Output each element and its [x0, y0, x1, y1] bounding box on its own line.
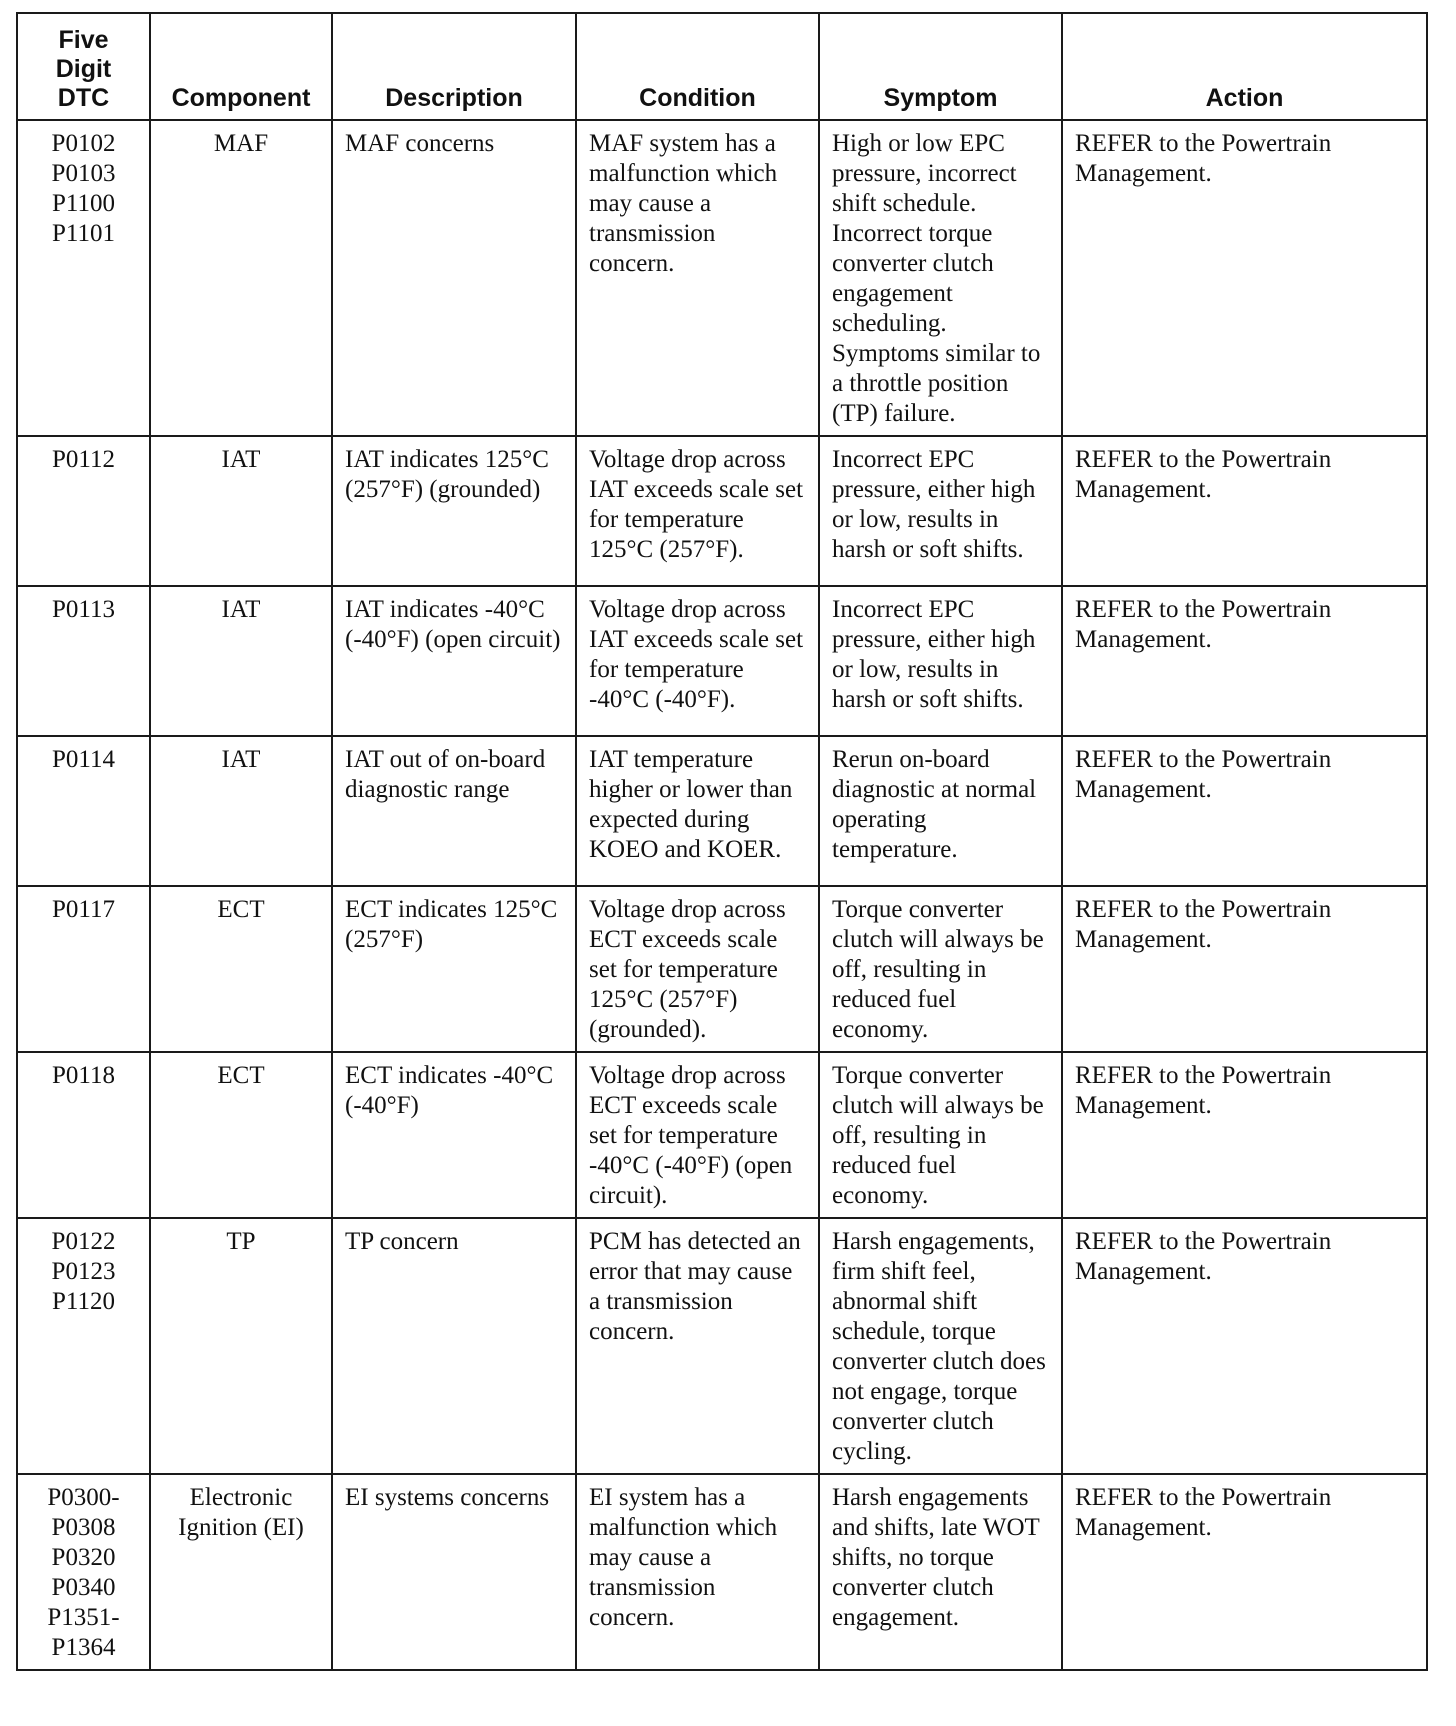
- action-cell: REFER to the Powertrain Management.: [1062, 120, 1427, 436]
- description-cell: TP concern: [332, 1218, 576, 1474]
- dtc-code: P0340: [51, 1574, 116, 1601]
- action-cell: REFER to the Powertrain Management.: [1062, 736, 1427, 886]
- component-cell: ECT: [150, 1052, 332, 1218]
- table-row: [17, 586, 1427, 736]
- dtc-codes-cell: [17, 1474, 150, 1670]
- description-cell: ECT indicates 125°C (257°F): [332, 886, 576, 1052]
- dtc-codes-cell: [17, 120, 150, 436]
- dtc-codes-cell: [17, 886, 150, 1052]
- component-cell: ECT: [150, 886, 332, 1052]
- dtc-table: [16, 12, 1428, 1671]
- symptom-cell: Incorrect EPC pressure, either high or low, results in harsh or soft shifts.: [819, 436, 1062, 586]
- dtc-code: P1120: [52, 1288, 115, 1315]
- condition-cell: Voltage drop across ECT exceeds scale set for temperature -40°C (-40°F) (open circuit).: [576, 1052, 819, 1218]
- condition-cell: Voltage drop across IAT exceeds scale set for temperature 125°C (257°F).: [576, 436, 819, 586]
- symptom-cell: Torque converter clutch will always be off, resulting in reduced fuel economy.: [819, 886, 1062, 1052]
- table-row: [17, 120, 1427, 436]
- component-cell: TP: [150, 1218, 332, 1474]
- header-symptom: Symptom: [819, 13, 1062, 120]
- table-body: [17, 120, 1427, 1670]
- dtc-code: P0103: [51, 160, 116, 187]
- symptom-cell: High or low EPC pressure, incorrect shift schedule. Incorrect torque converter clutch engagement scheduling. Symptoms similar to a throttle position (TP) failure.: [819, 120, 1062, 436]
- condition-cell: EI system has a malfunction which may cause a transmission concern.: [576, 1474, 819, 1670]
- table-row: [17, 886, 1427, 1052]
- dtc-code: P0118: [52, 1062, 115, 1089]
- table-row: [17, 736, 1427, 886]
- dtc-codes-cell: [17, 1052, 150, 1218]
- action-cell: REFER to the Powertrain Management.: [1062, 1218, 1427, 1474]
- dtc-codes-cell: [17, 436, 150, 586]
- dtc-code: P0300-: [47, 1484, 120, 1511]
- dtc-code: P0122: [51, 1228, 116, 1255]
- dtc-codes-cell: [17, 1218, 150, 1474]
- condition-cell: Voltage drop across IAT exceeds scale set for temperature -40°C (-40°F).: [576, 586, 819, 736]
- description-cell: IAT indicates 125°C (257°F) (grounded): [332, 436, 576, 586]
- component-cell: Electronic Ignition (EI): [150, 1474, 332, 1670]
- action-cell: REFER to the Powertrain Management.: [1062, 886, 1427, 1052]
- header-row: [17, 13, 1427, 120]
- table-row: [17, 1474, 1427, 1670]
- component-cell: IAT: [150, 736, 332, 886]
- condition-cell: Voltage drop across ECT exceeds scale set for temperature 125°C (257°F) (grounded).: [576, 886, 819, 1052]
- condition-cell: MAF system has a malfunction which may cause a transmission concern.: [576, 120, 819, 436]
- component-cell: MAF: [150, 120, 332, 436]
- description-cell: MAF concerns: [332, 120, 576, 436]
- dtc-code: P1100: [52, 190, 115, 217]
- dtc-codes-cell: [17, 586, 150, 736]
- dtc-code: P0117: [52, 896, 115, 923]
- dtc-code: P0114: [52, 746, 115, 773]
- symptom-cell: Harsh engagements, firm shift feel, abnormal shift schedule, torque converter clutch does not engage, torque converter clutch cycling.: [819, 1218, 1062, 1474]
- condition-cell: PCM has detected an error that may cause a transmission concern.: [576, 1218, 819, 1474]
- table-row: [17, 1052, 1427, 1218]
- dtc-codes-cell: [17, 736, 150, 886]
- dtc-code: P0308: [51, 1514, 116, 1541]
- header-component: Component: [150, 13, 332, 120]
- action-cell: REFER to the Powertrain Management.: [1062, 436, 1427, 586]
- action-cell: REFER to the Powertrain Management.: [1062, 1052, 1427, 1218]
- description-cell: EI systems concerns: [332, 1474, 576, 1670]
- description-cell: IAT indicates -40°C (-40°F) (open circuit): [332, 586, 576, 736]
- symptom-cell: Harsh engagements and shifts, late WOT shifts, no torque converter clutch engagement.: [819, 1474, 1062, 1670]
- action-cell: REFER to the Powertrain Management.: [1062, 586, 1427, 736]
- dtc-code: P0320: [51, 1544, 116, 1571]
- action-cell: REFER to the Powertrain Management.: [1062, 1474, 1427, 1670]
- dtc-code: P0113: [52, 596, 115, 623]
- dtc-code: P1101: [52, 220, 115, 247]
- symptom-cell: Incorrect EPC pressure, either high or low, results in harsh or soft shifts.: [819, 586, 1062, 736]
- header-description: Description: [332, 13, 576, 120]
- dtc-code: P1364: [51, 1634, 116, 1661]
- header-dtc: Five Digit DTC: [17, 13, 150, 120]
- header-condition: Condition: [576, 13, 819, 120]
- table-row: [17, 436, 1427, 586]
- description-cell: ECT indicates -40°C (-40°F): [332, 1052, 576, 1218]
- dtc-code: P0112: [52, 446, 115, 473]
- symptom-cell: Rerun on-board diagnostic at normal operating temperature.: [819, 736, 1062, 886]
- dtc-code: P0102: [51, 130, 116, 157]
- component-cell: IAT: [150, 436, 332, 586]
- description-cell: IAT out of on-board diagnostic range: [332, 736, 576, 886]
- table-row: [17, 1218, 1427, 1474]
- component-cell: IAT: [150, 586, 332, 736]
- dtc-code: P1351-: [47, 1604, 120, 1631]
- header-action: Action: [1062, 13, 1427, 120]
- symptom-cell: Torque converter clutch will always be off, resulting in reduced fuel economy.: [819, 1052, 1062, 1218]
- dtc-code: P0123: [51, 1258, 116, 1285]
- condition-cell: IAT temperature higher or lower than expected during KOEO and KOER.: [576, 736, 819, 886]
